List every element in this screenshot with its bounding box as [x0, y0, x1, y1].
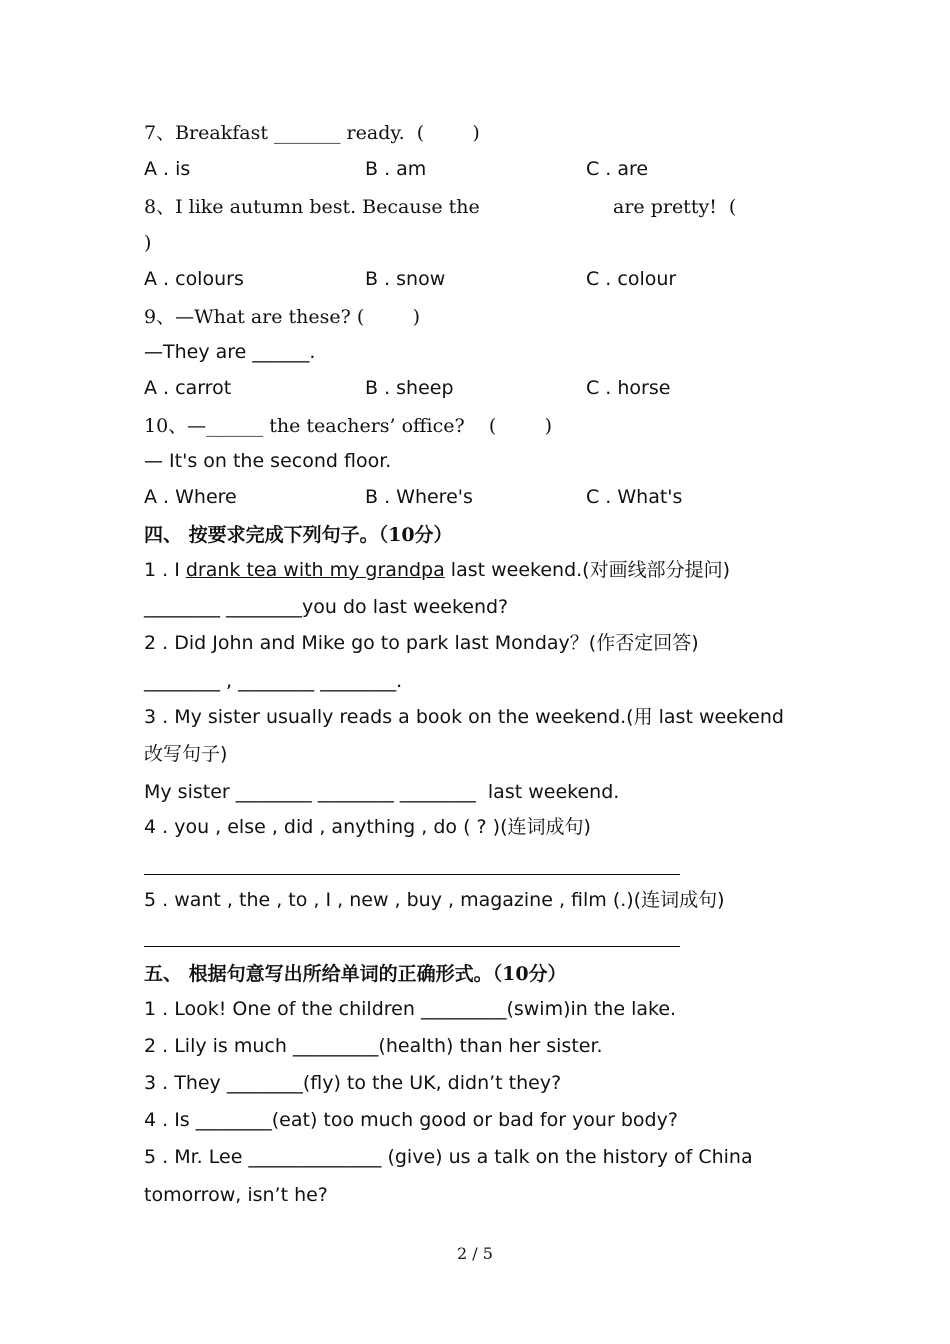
page-number: 2 / 5	[457, 1244, 493, 1263]
p4-q4-answer-line	[144, 874, 680, 875]
q9-stem: 9、—What are these? ( )	[144, 306, 421, 328]
p4-q2-answer: ________ , ________ ________.	[144, 670, 403, 692]
q10-option-c: C . What's	[586, 486, 683, 508]
p4-q3-cont: 改写句子)	[144, 743, 228, 765]
p4-q1-pre: 1 . I	[144, 559, 186, 581]
q8-stem-a: 8、I like autumn best. Because the	[144, 196, 480, 218]
p4-q1-underlined: drank tea with my grandpa	[185, 559, 445, 581]
q9-reply: —They are ______.	[144, 341, 316, 363]
p4-q1	[144, 558, 730, 582]
q10-option-a: A . Where	[144, 486, 237, 508]
p4-q1-post: last weekend.(对画线部分提问)	[444, 559, 731, 581]
p4-q5: 5 . want , the , to , I , new , buy , magazine , film (.)(连词成句)	[144, 889, 725, 911]
q10-stem: 10、—______ the teachers’ office? ( )	[144, 415, 552, 437]
q9-option-a: A . carrot	[144, 377, 232, 399]
p5-item-3: 3 . They ________(fly) to the UK, didn’t they?	[144, 1072, 562, 1094]
q9-option-b: B . sheep	[365, 377, 454, 399]
q7-option-a: A . is	[144, 158, 191, 180]
p4-q2: 2 . Did John and Mike go to park last Monday？(作否定回答)	[144, 632, 699, 654]
q8-option-c: C . colour	[586, 268, 677, 290]
p4-q3: 3 . My sister usually reads a book on the weekend.(用 last weekend	[144, 706, 784, 728]
p4-q1-answer: ________ ________you do last weekend?	[144, 596, 509, 618]
q8-option-b: B . snow	[365, 268, 446, 290]
p5-item-1: 1 . Look! One of the children _________(swim)in the lake.	[144, 998, 677, 1020]
q10-option-b: B . Where's	[365, 486, 473, 508]
q8-option-a: A . colours	[144, 268, 244, 290]
p5-item-4: 4 . Is ________(eat) too much good or bad for your body?	[144, 1109, 678, 1131]
q8-stem-b: are pretty! (	[613, 196, 737, 218]
p5-item-5: 5 . Mr. Lee ______________ (give) us a talk on the history of China	[144, 1146, 753, 1168]
p5-item-2: 2 . Lily is much _________(health) than her sister.	[144, 1035, 603, 1057]
q10-reply: — It's on the second floor.	[144, 450, 392, 472]
p5-item-5-cont: tomorrow, isn’t he?	[144, 1184, 328, 1206]
q8-stem-c: )	[144, 232, 152, 254]
q7-option-b: B . am	[365, 158, 427, 180]
q7-option-c: C . are	[586, 158, 649, 180]
p4-q5-answer-line	[144, 946, 680, 947]
section-4-heading: 四、 按要求完成下列句子。（10分）	[144, 524, 453, 546]
q9-option-c: C . horse	[586, 377, 671, 399]
p4-q3-answer: My sister ________ ________ ________ last weekend.	[144, 781, 620, 803]
p4-q4: 4 . you , else , did , anything , do ( ? )(连词成句)	[144, 816, 591, 838]
section-5-heading: 五、 根据句意写出所给单词的正确形式。（10分）	[144, 963, 567, 985]
q7-stem: 7、Breakfast _______ ready. ( )	[144, 122, 480, 144]
